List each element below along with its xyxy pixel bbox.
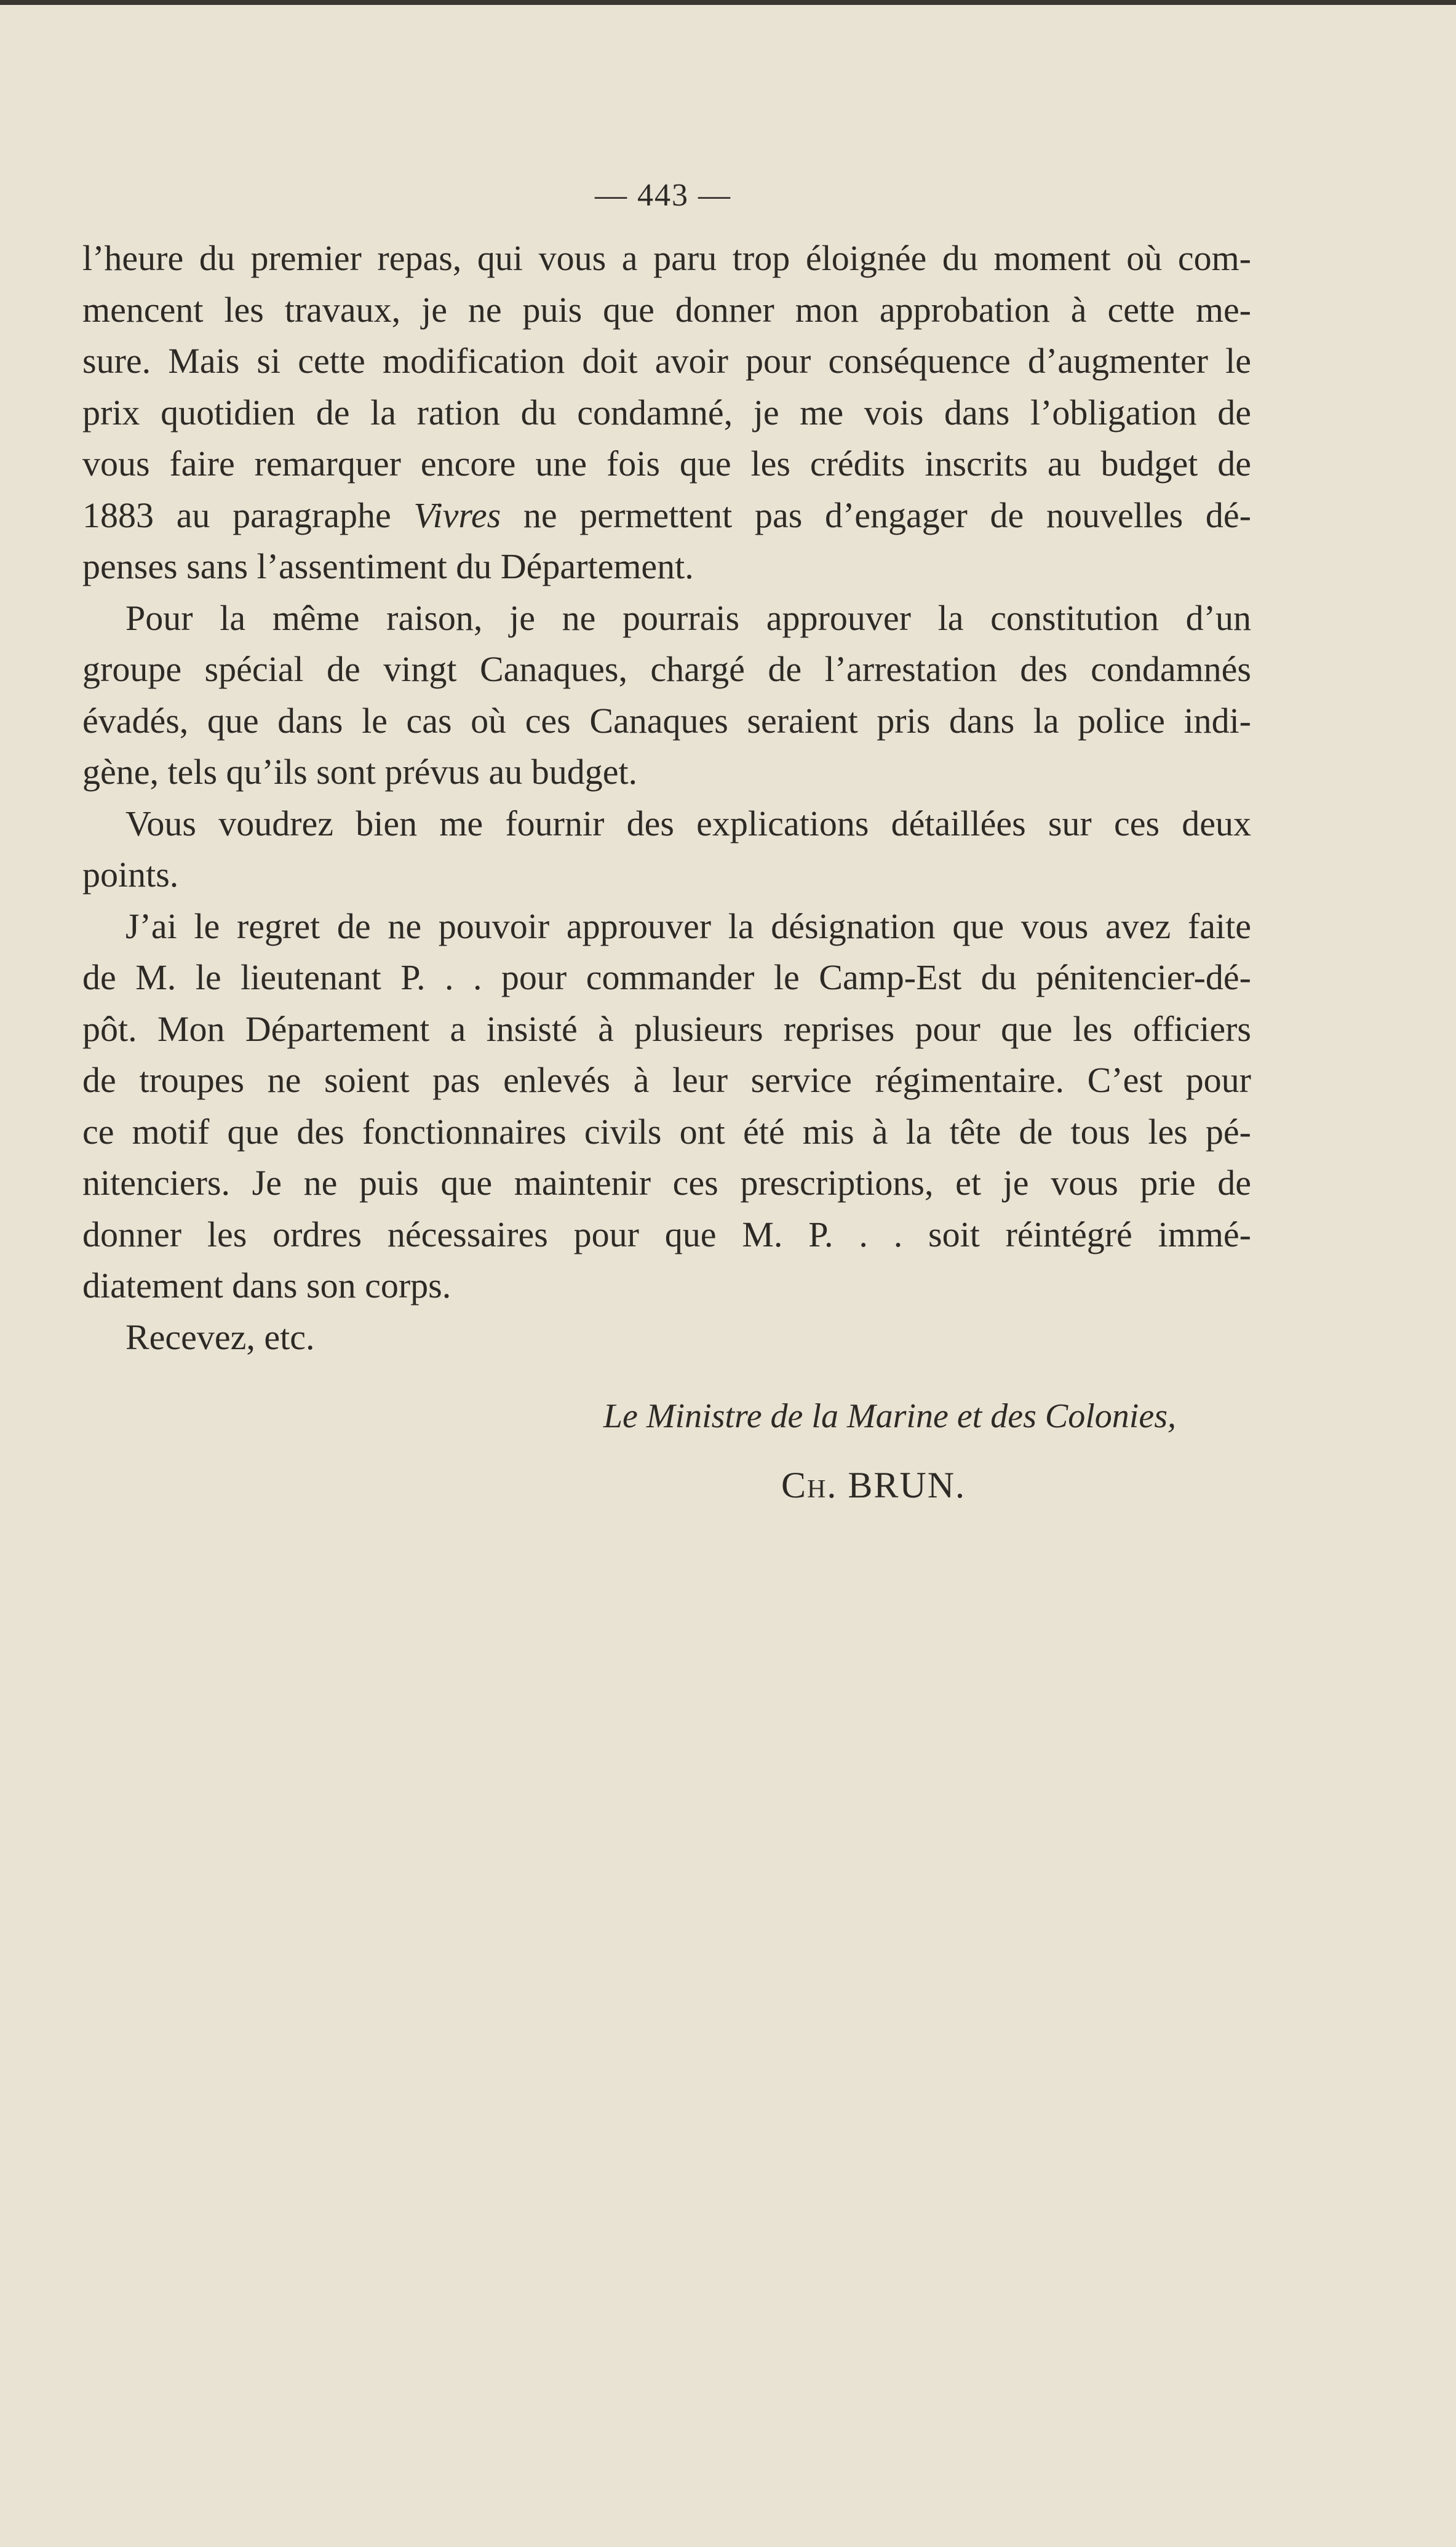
text-line: donner les ordres nécessaires pour que M. P. . . soit réintégré immé- [82,1214,1251,1254]
text-line: 1883 au paragraphe Vivres ne permettent pas d’engager de nouvelles dé- [82,495,1251,535]
text-line: mencent les travaux, je ne puis que donner mon approbation à cette me- [82,289,1251,330]
letter-body [82,233,1251,1363]
text-line: nitenciers. Je ne puis que maintenir ces prescriptions, et je vous prie de [82,1163,1251,1203]
signature-surname: BRUN. [848,1465,966,1505]
text-line: sure. Mais si cette modification doit avoir pour conséquence d’augmenter le [82,341,1251,381]
text-line: gène, tels qu’ils sont prévus au budget. [82,752,638,792]
paragraph-1 [82,233,1251,592]
text-line: prix quotidien de la ration du condamné, je me vois dans l’obligation de [82,392,1251,432]
signature-name [781,1464,966,1507]
text-line: Vous voudrez bien me fournir des explications détaillées sur ces deux [125,803,1251,843]
signature-title: Le Ministre de la Marine et des Colonies, [603,1397,1176,1435]
page-number: — 443 — [595,178,731,213]
text-line: J’ai le regret de ne pouvoir approuver la désignation que vous avez faite [125,906,1251,946]
text-line: penses sans l’assentiment du Département. [82,546,694,586]
signature-initial: Ch. [781,1465,838,1505]
text-line: évadés, que dans le cas où ces Canaques seraient pris dans la police indi- [82,700,1251,741]
text-line: diatement dans son corps. [82,1266,452,1305]
text-line: points. [82,855,179,895]
text-line: de troupes ne soient pas enlevés à leur service régimentaire. C’est pour [82,1060,1251,1100]
paragraph-3 [82,798,1251,901]
text-line: groupe spécial de vingt Canaques, chargé de l’arrestation des condamnés [82,649,1251,689]
italic-term: Vivres [413,495,501,535]
paragraph-5 [82,1312,1251,1363]
text-line: l’heure du premier repas, qui vous a paru trop éloignée du moment où com- [82,238,1251,278]
text-line: ce motif que des fonctionnaires civils ont été mis à la tête de tous les pé- [82,1111,1251,1152]
paragraph-2 [82,592,1251,798]
text-line: pôt. Mon Département a insisté à plusieurs reprises pour que les officiers [82,1008,1251,1049]
text-line: Pour la même raison, je ne pourrais approuver la constitution d’un [125,597,1251,638]
text-line: vous faire remarquer encore une fois que les crédits inscrits au budget de [82,444,1251,484]
closing-line: Recevez, etc. [125,1317,315,1357]
paragraph-4 [82,901,1251,1312]
text-line: de M. le lieutenant P. . . pour commander le Camp-Est du pénitencier-dé- [82,957,1251,997]
